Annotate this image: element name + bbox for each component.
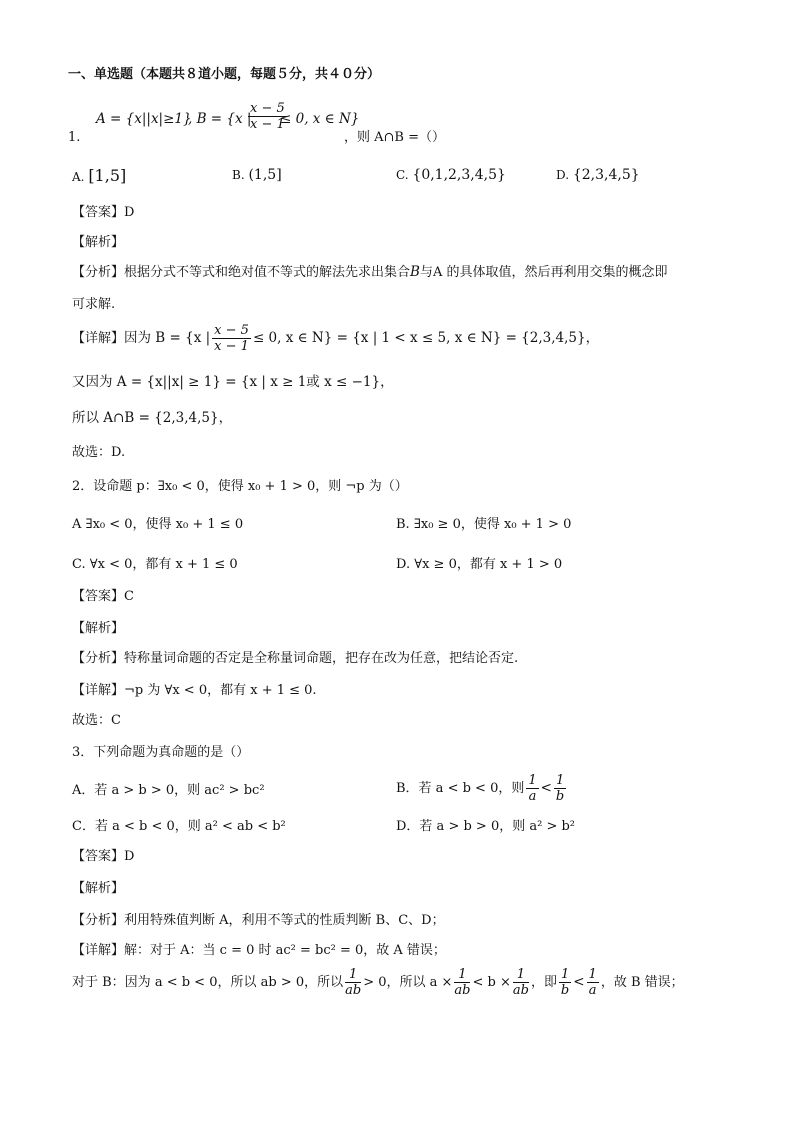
fraction-denominator: b: [560, 983, 570, 998]
q1-set-b-suffix: ≤ 0, x ∈ N}: [280, 111, 360, 127]
option-label: C.: [72, 557, 86, 572]
detail-tag: 【详解】: [72, 683, 125, 698]
fraction-denominator: a: [528, 789, 537, 804]
answer-tag: 【答案】: [72, 205, 125, 220]
option-text: ∃x₀ ≥ 0，使得 x₀ + 1 > 0: [413, 517, 572, 532]
q2-detail: [72, 684, 317, 697]
option-label: A.: [72, 170, 85, 184]
detail-tag: 【详解】: [72, 943, 125, 958]
option-label: B.: [396, 517, 410, 532]
fraction-denominator: x − 1: [214, 339, 249, 354]
detail-text: ¬p 为 ∀x < 0，都有 x + 1 ≤ 0.: [124, 683, 317, 698]
answer-value: C: [124, 589, 134, 604]
q2-option-a[interactable]: [72, 518, 243, 531]
q1-option-d[interactable]: [556, 168, 640, 182]
option-label: D.: [396, 557, 411, 572]
option-text: [1,5]: [88, 166, 127, 185]
q1-option-c[interactable]: [396, 168, 506, 182]
q3-option-d[interactable]: D．若 a > b > 0，则 a² > b²: [396, 819, 575, 834]
q1-set-b-prefix: , B = {x |: [188, 111, 252, 127]
fraction-denominator: ab: [512, 983, 529, 998]
fenxi-text-2: 与A 的具体取值，然后再利用交集的概念即: [419, 265, 668, 280]
fraction-numerator: 1: [555, 773, 565, 788]
q2-stem: 2．设命题 p：∃x₀ < 0，使得 x₀ + 1 > 0，则 ¬p 为（）: [72, 479, 408, 494]
q2-answer: [72, 590, 134, 603]
option-text: ∀x < 0，都有 x + 1 ≤ 0: [89, 557, 238, 572]
fraction-numerator: 1: [345, 968, 361, 983]
fraction-denominator: ab: [454, 983, 471, 998]
q2-option-d[interactable]: [396, 558, 562, 571]
q2-fenxi: [72, 652, 518, 665]
q1-fenxi-cont: 可求解.: [72, 297, 116, 312]
fraction-denominator: a: [588, 983, 597, 998]
q3-option-a[interactable]: A．若 a > b > 0，则 ac² > bc²: [72, 783, 265, 798]
fraction-numerator: 1: [454, 968, 470, 983]
answer-value: D: [124, 849, 135, 864]
option-text: (1,5]: [248, 167, 282, 183]
fraction-denominator: ab: [345, 983, 362, 998]
q3-stem: 3．下列命题为真命题的是（）: [72, 745, 250, 760]
option-label: C.: [396, 168, 409, 182]
answer-value: D: [124, 205, 135, 220]
q3-answer: [72, 850, 134, 863]
fraction-numerator: 1: [528, 773, 537, 788]
detail-text: ，故 B 错误；: [600, 975, 684, 990]
option-label: B.: [232, 168, 245, 182]
detail-text: 因为 B = {x |: [124, 329, 211, 346]
fraction-numerator: 1: [513, 968, 529, 983]
option-text: {2,3,4,5}: [572, 167, 640, 183]
fraction-denominator: b: [555, 789, 565, 804]
q3-detail-2: [72, 968, 684, 997]
answer-tag: 【答案】: [72, 589, 125, 604]
fenxi-text: 利用特殊值判断 A，利用不等式的性质判断 B、C、D；: [124, 913, 445, 928]
detail-text: 解：对于 A：当 c = 0 时 ac² = bc² = 0，故 A 错误；: [124, 943, 446, 958]
q1-detail-1: [72, 324, 599, 353]
fraction-denominator: x − 1: [250, 117, 285, 132]
answer-tag: 【答案】: [72, 849, 125, 864]
q1-choose: 故选：D.: [72, 445, 126, 460]
fraction-numerator: x − 5: [250, 101, 285, 116]
detail-text: ，即: [530, 975, 557, 990]
q2-option-b[interactable]: [396, 518, 571, 531]
detail-text: ≤ 0, x ∈ N} = {x | 1 < x ≤ 5, x ∈ N} = {2,3,4,5}，: [252, 329, 600, 346]
section-title: 一、单选题（本题共８道小题，每题５分，共４０分）: [68, 67, 381, 82]
fenxi-tag: 【分析】: [72, 265, 125, 280]
q1-number: 1.: [68, 130, 81, 145]
fenxi-tag: 【分析】: [72, 913, 125, 928]
q1-detail-2: 又因为 A = {x||x| ≥ 1} = {x | x ≥ 1或 x ≤ −1}，: [72, 374, 394, 390]
q3-option-c[interactable]: C．若 a < b < 0，则 a² < ab < b²: [72, 819, 286, 834]
q3-option-b[interactable]: [396, 774, 568, 803]
q2-option-c[interactable]: [72, 558, 238, 571]
fenxi-text: 特称量词命题的否定是全称量词命题，把存在改为任意，把结论否定.: [124, 651, 519, 666]
detail-text: 对于 B：因为 a < b < 0，所以 ab > 0，所以: [72, 975, 344, 990]
option-text: ∃x₀ < 0，使得 x₀ + 1 ≤ 0: [85, 517, 244, 532]
q2-analysis-tag: 【解析】: [72, 621, 125, 636]
option-text: B．若 a < b < 0，则: [396, 781, 525, 796]
detail-text: > 0，所以 a ×: [363, 975, 453, 990]
fenxi-text-1: 根据分式不等式和绝对值不等式的解法先求出集合: [124, 265, 411, 280]
option-label: A: [72, 517, 82, 532]
fenxi-set-b: B: [410, 264, 420, 280]
fraction-numerator: 1: [588, 967, 597, 982]
q1-analysis-tag: 【解析】: [72, 235, 125, 250]
fraction-numerator: 1: [560, 967, 570, 982]
q3-analysis-tag: 【解析】: [72, 881, 125, 896]
q3-detail-1: [72, 944, 446, 957]
fenxi-tag: 【分析】: [72, 651, 125, 666]
q1-fenxi: [72, 266, 667, 280]
fraction-numerator: x − 5: [214, 323, 249, 338]
less-than: <: [573, 973, 585, 990]
option-text: ∀x ≥ 0，都有 x + 1 > 0: [414, 557, 563, 572]
q1-ask: ，则 A∩B =（）: [344, 130, 445, 145]
q1-detail-3: 所以 A∩B = {2,3,4,5}，: [72, 410, 233, 426]
q3-fenxi: [72, 914, 445, 927]
option-label: D.: [556, 168, 570, 182]
detail-tag: 【详解】: [72, 331, 125, 346]
q1-set-a: A = {x||x|≥1}: [96, 111, 192, 127]
q1-option-b[interactable]: [232, 168, 282, 182]
option-text: {0,1,2,3,4,5}: [412, 167, 506, 183]
less-than: <: [540, 779, 552, 796]
detail-text: < b ×: [472, 975, 511, 990]
q1-answer: [72, 206, 134, 219]
q2-choose: 故选：C: [72, 713, 121, 728]
q1-option-a[interactable]: [72, 168, 126, 184]
